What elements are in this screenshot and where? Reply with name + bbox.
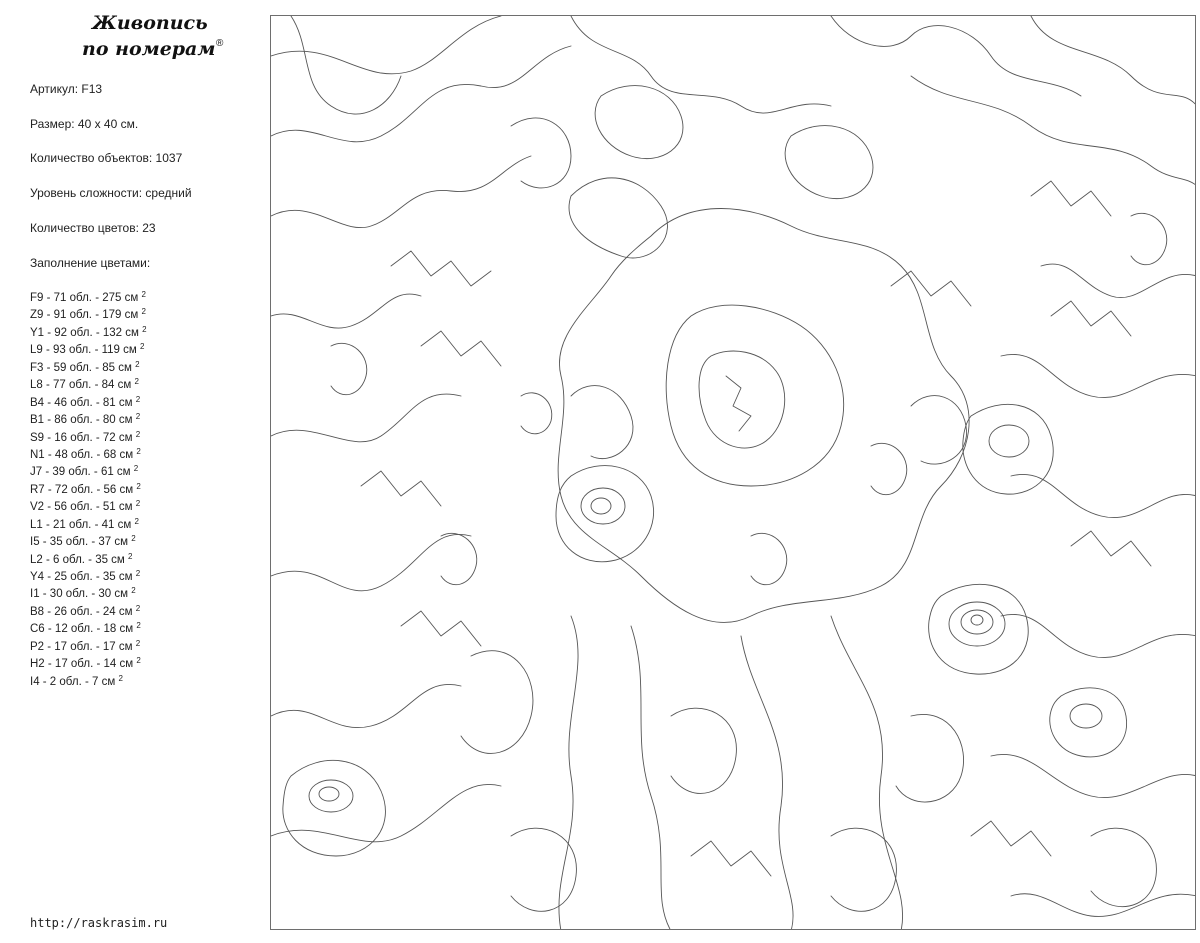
color-fill-text: I5 - 35 обл. - 37 см [30, 536, 129, 549]
color-fill-item [30, 290, 260, 307]
color-fill-item [30, 412, 260, 429]
brand-title-line2: по номерам [82, 38, 216, 60]
area-unit-superscript: 2 [135, 359, 140, 369]
spec-article: Артикул: F13 [30, 82, 103, 96]
area-unit-superscript: 2 [139, 342, 145, 352]
color-fill-text: B8 - 26 обл. - 24 см [30, 605, 133, 618]
color-fill-text: Y4 - 25 обл. - 35 см [30, 571, 133, 583]
area-unit-superscript: 2 [136, 481, 141, 491]
color-fill-item [30, 656, 260, 673]
area-unit-superscript: 2 [136, 446, 141, 456]
spec-difficulty: Уровень сложности: средний [30, 186, 192, 200]
color-fill-item [30, 604, 260, 621]
color-fill-text: H2 - 17 обл. - 14 см [30, 658, 134, 671]
color-fill-item [30, 342, 260, 359]
area-unit-superscript: 2 [128, 551, 133, 561]
color-fill-text: B4 - 46 обл. - 81 см [30, 396, 133, 409]
color-fill-text: R7 - 72 обл. - 56 см [30, 483, 134, 496]
area-unit-superscript: 2 [131, 534, 136, 544]
area-unit-superscript: 2 [135, 412, 141, 422]
color-fill-item [30, 307, 260, 324]
area-unit-superscript: 2 [135, 499, 141, 509]
color-fill-text: S9 - 16 обл. - 72 см [30, 431, 133, 444]
color-fill-item [30, 430, 260, 447]
area-unit-superscript: 2 [136, 621, 141, 631]
spec-colors-count: Количество цветов: 23 [30, 221, 156, 235]
spec-objects: Количество объектов: 1037 [30, 151, 183, 165]
color-fill-item [30, 482, 260, 499]
color-fill-text: C6 - 12 обл. - 18 см [30, 623, 134, 636]
color-fill-item [30, 360, 260, 377]
area-unit-superscript: 2 [135, 394, 141, 404]
color-fill-text: V2 - 56 обл. - 51 см [30, 501, 133, 514]
color-fill-item [30, 464, 260, 481]
color-fill-text: Y1 - 92 обл. - 132 см [30, 326, 139, 339]
area-unit-superscript: 2 [131, 586, 136, 596]
color-fill-item [30, 377, 260, 394]
color-fill-text: L8 - 77 обл. - 84 см [30, 379, 132, 392]
color-fill-text: F3 - 59 обл. - 85 см [30, 361, 132, 374]
color-fill-text: N1 - 48 обл. - 68 см [30, 448, 134, 461]
area-unit-superscript: 2 [133, 464, 139, 474]
area-unit-superscript: 2 [141, 307, 146, 317]
color-fill-item [30, 395, 260, 412]
color-fill-text: L2 - 6 обл. - 35 см [30, 553, 125, 566]
color-fill-text: B1 - 86 обл. - 80 см [30, 414, 133, 427]
color-fill-item [30, 552, 260, 569]
color-fill-text: P2 - 17 обл. - 17 см [30, 640, 133, 653]
color-fill-item [30, 447, 260, 464]
color-fill-text: L1 - 21 обл. - 41 см [30, 518, 132, 531]
color-fill-item [30, 517, 260, 534]
spec-size: Размер: 40 х 40 см. [30, 117, 139, 131]
brand-title-line1: Живопись [92, 12, 208, 34]
color-fill-list [30, 290, 260, 691]
color-fill-text: Z9 - 91 обл. - 179 см [30, 309, 139, 322]
color-fill-text: L9 - 93 обл. - 119 см [30, 344, 137, 357]
color-fill-text: F9 - 71 обл. - 275 см [30, 292, 139, 304]
color-fill-text: J7 - 39 обл. - 61 см [30, 466, 131, 479]
coloring-canvas [270, 15, 1196, 930]
website-link[interactable]: http://raskrasim.ru [30, 916, 168, 930]
flower-bouquet-lineart-icon [271, 16, 1196, 930]
area-unit-superscript: 2 [118, 673, 123, 683]
area-unit-superscript: 2 [141, 290, 146, 299]
area-unit-superscript: 2 [135, 603, 141, 613]
area-unit-superscript: 2 [135, 638, 141, 648]
spec-fill-heading: Заполнение цветами: [30, 256, 151, 270]
color-fill-item [30, 639, 260, 656]
brand-logo [78, 10, 248, 66]
color-fill-item [30, 621, 260, 638]
area-unit-superscript: 2 [135, 429, 141, 439]
area-unit-superscript: 2 [142, 324, 147, 334]
color-fill-item [30, 586, 260, 603]
registered-mark: ® [216, 38, 224, 49]
area-unit-superscript: 2 [135, 569, 141, 578]
color-fill-text: I1 - 30 обл. - 30 см [30, 588, 129, 601]
area-unit-superscript: 2 [136, 656, 141, 666]
color-fill-item [30, 569, 260, 586]
color-fill-item [30, 534, 260, 551]
area-unit-superscript: 2 [134, 377, 139, 387]
area-unit-superscript: 2 [134, 516, 139, 526]
color-fill-text: I4 - 2 обл. - 7 см [30, 675, 116, 688]
color-fill-item [30, 499, 260, 516]
color-fill-item [30, 325, 260, 342]
color-fill-item [30, 674, 260, 691]
